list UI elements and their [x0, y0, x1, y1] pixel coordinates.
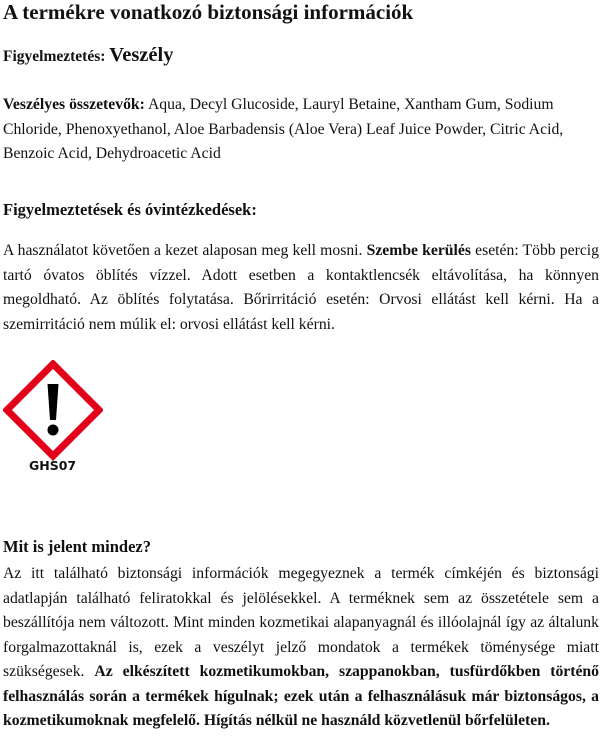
- warning-line: [3, 44, 173, 67]
- ingredients-paragraph: [3, 93, 599, 167]
- ingredients-label: Veszélyes összetevők:: [3, 96, 145, 113]
- ghs07-label: GHS07: [29, 458, 77, 473]
- ingredients-text: Aqua, Decyl Glucoside, Lauryl Betaine, Xantham Gum, Sodium Chloride, Phenoxyethanol, Aloe Barbadensis (Aloe Vera) Leaf Juice Powder, Citric Acid, Benzoic Acid, Dehydroacetic Acid: [3, 96, 564, 162]
- meaning-heading: Mit is jelent mindez?: [3, 537, 152, 556]
- warning-value: Veszély: [109, 44, 174, 66]
- page-title: A termékre vonatkozó biztonsági információk: [3, 0, 414, 24]
- precautions-bold: Szembe kerülés: [366, 242, 471, 259]
- precautions-text-2: esetén: Több percig tartó óvatos öblítés vízzel. Adott esetben a kontaktlencsék eltávolítása, ha könnyen megoldható. Az öblítés folytatása. Bőrirritáció esetén: Orvosi ellátást kell kérni. Ha a szemirritáció nem múlik el: orvosi ellátást kell kérni.: [3, 242, 599, 333]
- warning-label: Figyelmeztetés:: [3, 48, 106, 65]
- precautions-heading: Figyelmeztetések és óvintézkedések:: [3, 200, 257, 219]
- meaning-paragraph: [3, 562, 599, 734]
- precautions-text-1: A használatot követően a kezet alaposan meg kell mosni.: [3, 242, 363, 259]
- meaning-text: Az itt található biztonsági információk megegyeznek a termék címkéjén és biztonsági adatlapján található feliratokkal és jelölésekkel. A terméknek sem az összetétele sem a beszállítója nem változott. Mint minden kozmetikai alapanyagnál és illóolajnál így az általunk forgalmazottaknál is, ezek a veszélyt jelző mondatok a termékek töménysége miatt szükségesek.: [3, 565, 599, 680]
- precautions-paragraph: [3, 239, 599, 337]
- meaning-bold: Az elkészített kozmetikumokban, szappanokban, tusfürdőkben történő felhasználás során a termékek hígulnak; ezek után a felhasználásuk már biztonságos, a kozmetikumoknak megfelelő. Hígítás nélkül ne használd közvetlenül bőrfelületen.: [3, 663, 600, 729]
